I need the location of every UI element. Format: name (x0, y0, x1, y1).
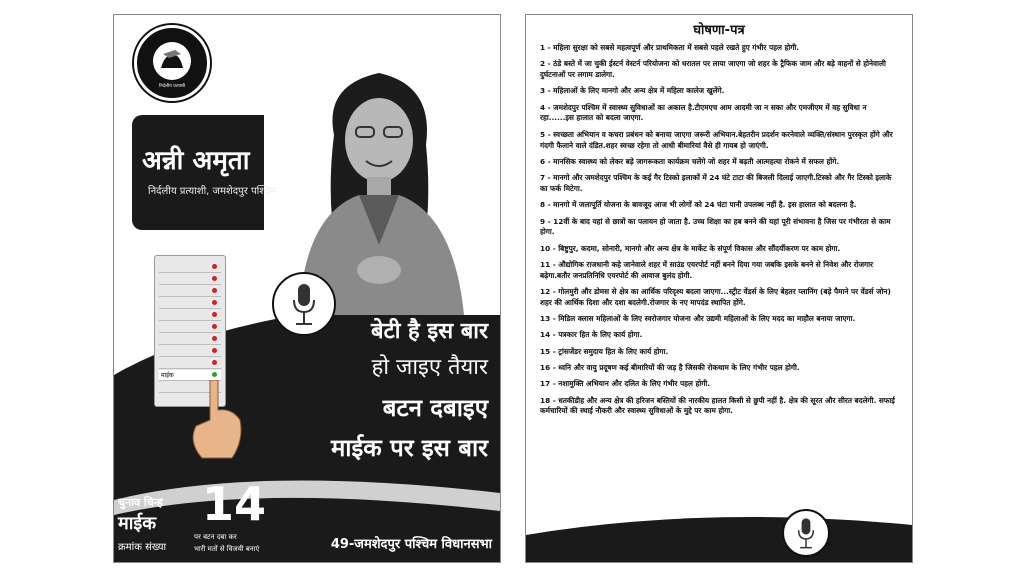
candidate-designation: निर्दलीय प्रत्याशी, जमशेदपुर पश्चिम (148, 186, 276, 197)
manifesto-item: 15 - ट्रांसजेंडर समुदाय हित के लिए कार्य होगा. (540, 346, 669, 356)
symbol-name: माईक (118, 513, 157, 534)
microphone-icon (274, 274, 334, 334)
mic-symbol (272, 272, 336, 336)
manifesto-mic-symbol (782, 509, 830, 557)
logo-emblem-icon (153, 42, 191, 80)
logo-text: निर्दलीय प्रत्याशी (158, 84, 186, 89)
evm-row (159, 358, 221, 369)
manifesto-title: घोषणा-पत्र (693, 23, 745, 38)
manifesto-item: 13 - मिडिल क्लास महिलाओं के लिए स्वरोजगार योजना और उद्यमी महिलाओं के लिए मदद का माहौल बनाया जाएगा. (540, 314, 856, 324)
manifesto-item: 7 - मानगो और जमशेदपुर पश्चिम के कई गैर टिस्को इलाकों में 24 घंटे टाटा की बिजली दिलाई जाएगी.टिस्को और गैर टिस्को इलाके का फर्क मिटेगा. (540, 173, 892, 193)
manifesto-item: 12 - गोलमुरी और डोमस से क्षेत्र का आर्थिक परिदृश्य बदला जाएगा...स्ट्रीट वेंडर्स के लिए बेहतर प्लानिंग (बड़े पैमाने पर वेंडर्स जोन) शहर की आर्थिक दिशा और दशा बदलेगी.रोजगार के नए मापदंड स्थापित होंगे. (540, 287, 891, 307)
manifesto-list (540, 43, 900, 423)
evm-row (159, 274, 221, 285)
manifesto-item: 18 - धतकीडीह और अन्य क्षेत्र की हरिजन बस्तियों की नारकीय हालत किसी से छुपी नहीं है. क्षेत्र की सूरत और सीरत बदलेगी. सफाई कर्मचारियों की स्थाई नौकरी और स्वास्थ्य सुविधाओं के मुद्दे पर काम होगा. (540, 395, 895, 416)
constituency-label: 49-जमशेदपुर पश्चिम विधानसभा (330, 537, 492, 552)
manifesto-item: 8 - मानगो में जलापूर्ति योजना के बावजूद आज भी लोगों को 24 घंटा पानी उपलब्ध नहीं है. इस हालात को बदलना है. (540, 200, 857, 210)
manifesto-item: 2 - ठंडे बस्ते में जा चुकी ईस्टर्न वेस्टर्न परियोजना को धरातल पर लाया जाएगा जो शहर के ट्रैफिक जाम और बड़े वाहनों से होनेवाली दुर्घटनाओं पर लगाम डालेगा. (540, 59, 886, 80)
evm-row (159, 298, 221, 309)
manifesto-item: 4 - जमशेदपुर पश्चिम में स्वास्थ्य सुविधाओं का अकाल है.टीएमएच आम आदमी जा न सका और एमजीएम में वह सुविधा न रहा......इस हालात को बदला जाएगा. (540, 102, 867, 123)
evm-row (159, 262, 221, 273)
manifesto-bottom-band (526, 505, 912, 562)
evm-row (159, 334, 221, 345)
manifesto-item: 1 - महिला सुरक्षा को सबसे महत्वपूर्ण और प्राथमिकता में सबसे पहले रखते हुए गंभीर पहल होगी. (540, 43, 799, 52)
manifesto-item: 10 - बिष्टुपुर, कदमा, सोनारी, मानगो और अन्य क्षेत्र के मार्केट के संपूर्ण विकास और सौंदर्यीकरण पर काम होगा. (540, 243, 841, 253)
serial-label: क्रमांक संख्या (118, 542, 167, 553)
evm-row (159, 286, 221, 297)
symbol-title: चुनाव चिन्ह (118, 496, 163, 509)
finger-pointing-icon (182, 380, 252, 460)
vote-appeal-1: पर बटन दबा कर (194, 533, 237, 541)
election-symbol-box (114, 477, 304, 562)
slogan-line-2: हो जाइए तैयार (371, 355, 488, 380)
evm-row (159, 310, 221, 321)
evm-row (159, 322, 221, 333)
serial-number: 14 (202, 477, 267, 531)
manifesto-item: 3 - महिलाओं के लिए मानगो और अन्य क्षेत्र में महिला कालेज खुलेंगे. (540, 86, 725, 96)
manifesto-item: 16 - ध्वनि और वायु प्रदूषण कई बीमारियों की जड़ है जिसकी रोकथाम के लिए गंभीर पहल होगी. (540, 363, 800, 373)
evm-row (159, 346, 221, 357)
candidate-name: अन्नी अमृता (142, 146, 250, 176)
campaign-poster (113, 14, 501, 563)
evm-label: माईक (161, 372, 174, 379)
manifesto-item: 17 - नशामुक्ति अभियान और दलित के लिए गंभीर पहल होगी. (540, 379, 710, 389)
slogan-line-1: बेटी है इस बार (371, 319, 488, 344)
manifesto-page (525, 14, 913, 563)
party-logo (134, 25, 210, 101)
manifesto-item: 9 - 12वीं के बाद यहां से छात्रों का पलायन हो जाता है. उच्च शिक्षा का हब बनने की यहां पूरी संभावना है जिस पर गंभीरता से काम होगा. (540, 216, 891, 237)
manifesto-item: 14 - पत्रकार हित के लिए कार्य होगा. (540, 330, 643, 340)
microphone-icon (784, 511, 828, 555)
slogan-line-3: बटन दबाइए (382, 394, 488, 422)
manifesto-item: 11 - औद्योगिक राजधानी कहे जानेवाले शहर में साउंड एयरपोर्ट नहीं बनने दिया गया जबकि इसके बनने से निवेश और रोजगार बढ़ेगा.बतौर जनप्रतिनिधि एयरपोर्ट की आवाज बुलंद होगी. (540, 259, 874, 280)
manifesto-item: 5 - स्वच्छता अभियान व कचरा प्रबंधन को बनाया जाएगा जरूरी अभियान.बेहतरीन प्रदर्शन करनेवाले व्यक्ति/संस्थान पुरस्कृत होंगे और गंदगी फैलाने वाले दंडित.शहर स्वच्छ रहेगा तो आधी बीमारियां वैसे ही गायब हो जाएंगी. (540, 129, 893, 150)
slogan-line-4: माईक पर इस बार (330, 434, 488, 462)
manifesto-item: 6 - मानसिक स्वास्थ्य को लेकर बड़े जागरूकता कार्यक्रम चलेंगे जो शहर में बढ़ती आत्महत्या रोकने में सफल होंगे. (540, 156, 840, 166)
vote-appeal-2: भारी मतों से विजयी बनाएं (194, 545, 260, 553)
